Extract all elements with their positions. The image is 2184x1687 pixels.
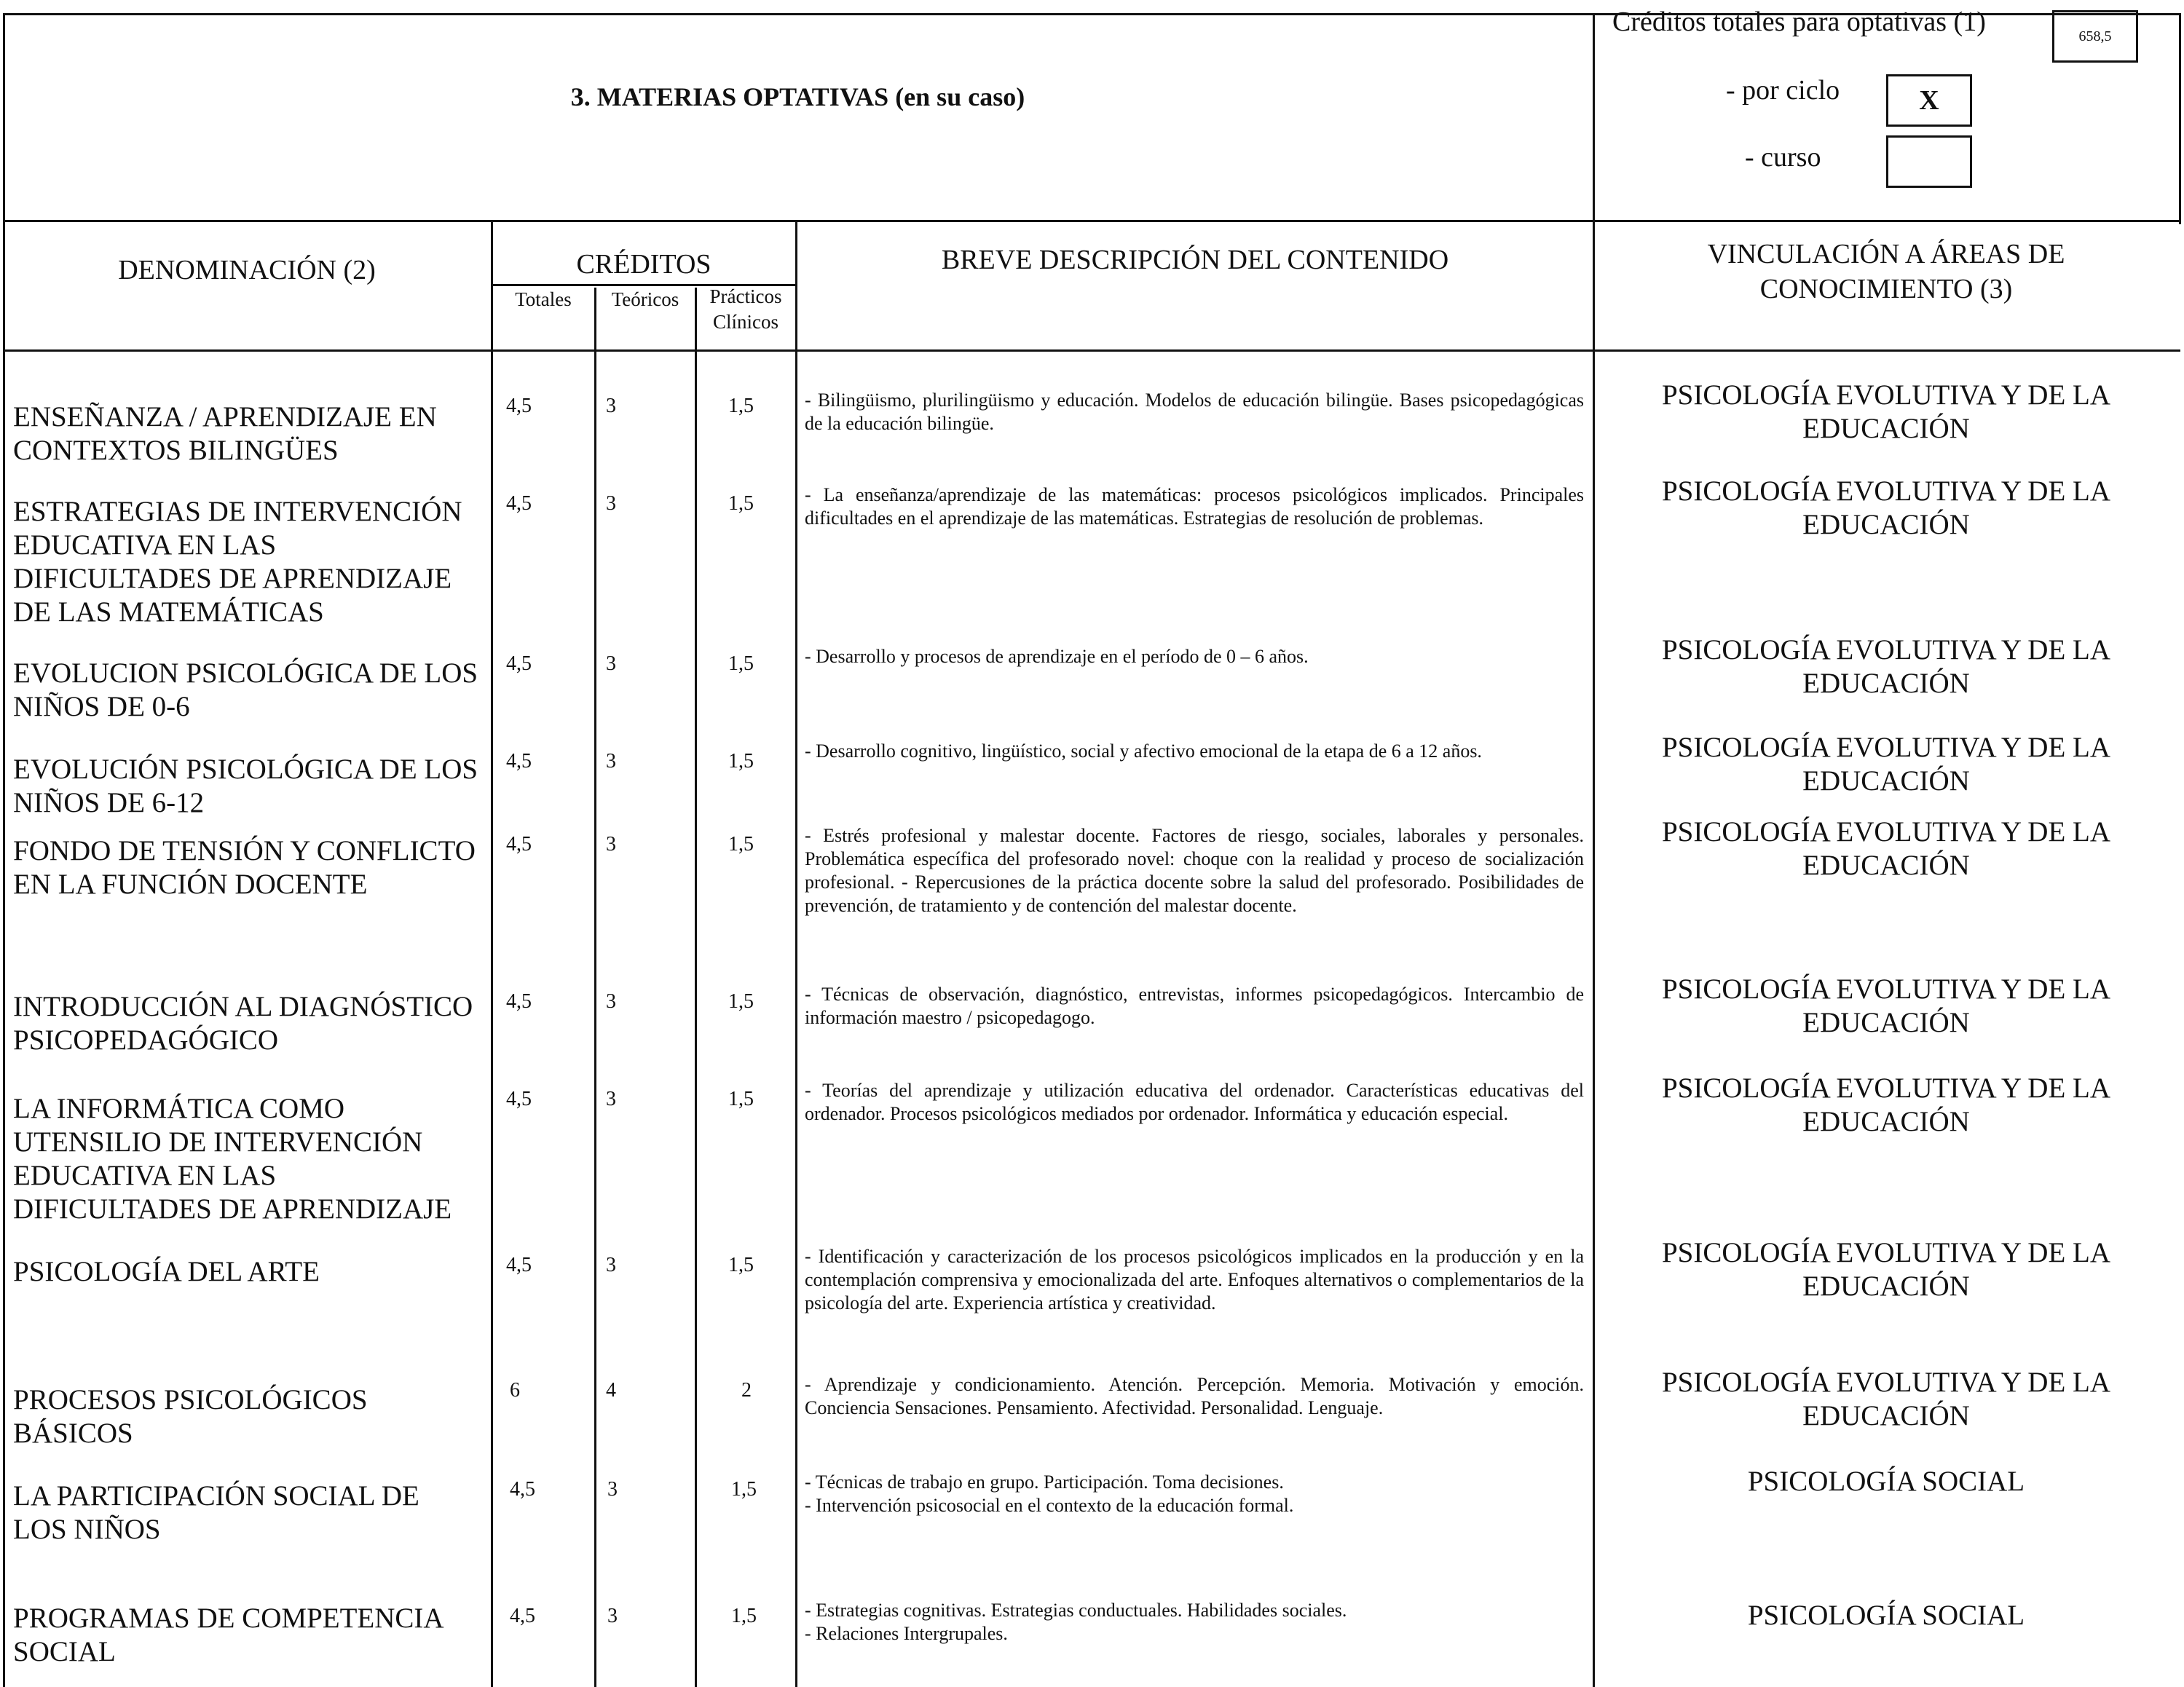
credits-total-label: Créditos totales para optativas (1) xyxy=(1612,7,1986,37)
row-name: PSICOLOGÍA DEL ARTE xyxy=(13,1256,320,1287)
row-teoricos: 4 xyxy=(606,1379,616,1402)
row-practicos: 1,5 xyxy=(728,990,754,1013)
row-description: - La enseñanza/aprendizaje de las matemáticas: procesos psicológicos implicados. Principales dificultades en el aprendizaje de las matemáticas. Estrategias de resolución de problemas. xyxy=(805,484,1584,529)
row-description: - Desarrollo cognitivo, lingüístico, social y afectivo emocional de la etapa de 6 a 12 años. xyxy=(805,740,1482,762)
row-area: PSICOLOGÍA EVOLUTIVA Y DE LA EDUCACIÓN xyxy=(1661,475,2111,540)
col-header-vinculacion: VINCULACIÓN A ÁREAS DE CONOCIMIENTO (3) xyxy=(1707,239,2065,304)
row-practicos: 1,5 xyxy=(728,750,754,773)
row-practicos: 1,5 xyxy=(731,1605,757,1627)
row-totales: 4,5 xyxy=(506,1088,532,1110)
row-totales: 4,5 xyxy=(506,492,532,515)
row-totales: 4,5 xyxy=(506,750,532,773)
row-description: - Estrés profesional y malestar docente. Factores de riesgo, sociales, laborales y personales. Problemática específica del profesorado novel: choque con la realidad y proceso de socialización profesional. - Repercusiones de la práctica docente sobre la salud del profesorado. Posibilidades de prevención, de tratamiento y de contención del malestar docente. xyxy=(805,825,1584,916)
credits-total-value: 658,5 xyxy=(2078,28,2112,44)
row-name: EVOLUCIÓN PSICOLÓGICA DE LOS NIÑOS DE 6-12 xyxy=(13,754,478,818)
col-header-teoricos: Teóricos xyxy=(611,288,679,310)
row-area: PSICOLOGÍA SOCIAL xyxy=(1747,1466,2025,1497)
col-sep-denominacion xyxy=(491,220,493,1687)
row-practicos: 1,5 xyxy=(728,1254,754,1276)
col-header-practicos: Prácticos Clínicos xyxy=(709,285,782,333)
per-cycle-label: - por ciclo xyxy=(1726,75,1840,106)
row-name: EVOLUCION PSICOLÓGICA DE LOS NIÑOS DE 0-6 xyxy=(13,657,478,722)
row-name: ENSEÑANZA / APRENDIZAJE EN CONTEXTOS BILINGÜES xyxy=(13,401,437,466)
row-area: PSICOLOGÍA EVOLUTIVA Y DE LA EDUCACIÓN xyxy=(1661,1237,2111,1302)
row-teoricos: 3 xyxy=(606,1254,616,1276)
row-name: PROGRAMAS DE COMPETENCIA SOCIAL xyxy=(13,1603,443,1667)
row-teoricos: 3 xyxy=(606,652,616,675)
row-description: - Técnicas de observación, diagnóstico, entrevistas, informes psicopedagógicos. Intercambio de información maestro / psicopedagogo. xyxy=(805,984,1584,1028)
row-teoricos: 3 xyxy=(607,1478,618,1501)
row-totales: 4,5 xyxy=(506,990,532,1013)
row-teoricos: 3 xyxy=(606,990,616,1013)
row-totales: 4,5 xyxy=(506,1254,532,1276)
col-sep-teoricos xyxy=(695,288,697,1687)
row-practicos: 1,5 xyxy=(728,1088,754,1110)
col-sep-practicos xyxy=(795,220,797,1687)
col-sep-descripcion xyxy=(1593,13,1595,1687)
row-totales: 4,5 xyxy=(506,395,532,417)
row-totales: 4,5 xyxy=(510,1605,535,1627)
column-header-divider xyxy=(3,349,2180,352)
col-header-descripcion: BREVE DESCRIPCIÓN DEL CONTENIDO xyxy=(941,245,1449,275)
row-practicos: 1,5 xyxy=(731,1478,757,1501)
right-border-top xyxy=(2179,13,2181,224)
row-area: PSICOLOGÍA SOCIAL xyxy=(1747,1600,2025,1631)
row-area: PSICOLOGÍA EVOLUTIVA Y DE LA EDUCACIÓN xyxy=(1661,379,2111,444)
per-course-label: - curso xyxy=(1745,142,1821,173)
credits-total-value-box xyxy=(2052,10,2138,63)
row-practicos: 1,5 xyxy=(728,833,754,856)
row-name: PROCESOS PSICOLÓGICOS BÁSICOS xyxy=(13,1384,368,1449)
row-description: - Desarrollo y procesos de aprendizaje en el período de 0 – 6 años. xyxy=(805,646,1309,667)
row-area: PSICOLOGÍA EVOLUTIVA Y DE LA EDUCACIÓN xyxy=(1661,973,2111,1038)
row-teoricos: 3 xyxy=(606,1088,616,1110)
row-description: - Bilingüismo, plurilingüismo y educación. Modelos de educación bilingüe. Bases psicopedagógicas de la educación bilingüe. xyxy=(805,390,1584,434)
section-title: 3. MATERIAS OPTATIVAS (en su caso) xyxy=(570,82,1025,111)
row-teoricos: 3 xyxy=(606,492,616,515)
row-practicos: 1,5 xyxy=(728,395,754,417)
row-practicos: 1,5 xyxy=(728,652,754,675)
col-sep-totales xyxy=(594,288,596,1687)
row-totales: 4,5 xyxy=(510,1478,535,1501)
row-description: - Aprendizaje y condicionamiento. Atención. Percepción. Memoria. Motivación y emoción. Conciencia Sensaciones. Pensamiento. Afectividad. Personalidad. Lenguaje. xyxy=(805,1374,1584,1418)
row-totales: 6 xyxy=(510,1379,520,1402)
row-practicos: 2 xyxy=(741,1379,752,1402)
row-name: ESTRATEGIAS DE INTERVENCIÓN EDUCATIVA EN LAS DIFICULTADES DE APRENDIZAJE DE LAS MATEMÁTICAS xyxy=(13,496,462,628)
row-teoricos: 3 xyxy=(607,1605,618,1627)
row-teoricos: 3 xyxy=(606,833,616,856)
row-description: - Estrategias cognitivas. Estrategias conductuales. Habilidades sociales. - Relaciones Intergrupales. xyxy=(805,1600,1347,1644)
row-totales: 4,5 xyxy=(506,652,532,675)
col-header-denominacion: DENOMINACIÓN (2) xyxy=(118,255,376,285)
row-name: FONDO DE TENSIÓN Y CONFLICTO EN LA FUNCIÓN DOCENTE xyxy=(13,835,476,900)
per-course-checkbox[interactable] xyxy=(1886,135,1972,188)
header-divider xyxy=(3,220,2180,222)
row-teoricos: 3 xyxy=(606,750,616,773)
row-area: PSICOLOGÍA EVOLUTIVA Y DE LA EDUCACIÓN xyxy=(1661,732,2111,797)
row-description: - Teorías del aprendizaje y utilización educativa del ordenador. Características educativas del ordenador. Procesos psicológicos mediados por ordenador. Informática y educación especial. xyxy=(805,1080,1584,1124)
row-description: - Identificación y caracterización de los procesos psicológicos implicados en la producción y en la contemplación comprensiva y emocionalizada del arte. Enfoques alternativos o complementarios de la psicología del arte. Experiencia artística y creatividad. xyxy=(805,1246,1584,1313)
col-header-totales: Totales xyxy=(515,288,572,310)
row-area: PSICOLOGÍA EVOLUTIVA Y DE LA EDUCACIÓN xyxy=(1661,1072,2111,1137)
per-cycle-mark: X xyxy=(1919,85,1939,116)
row-name: LA PARTICIPACIÓN SOCIAL DE LOS NIÑOS xyxy=(13,1480,419,1545)
row-teoricos: 3 xyxy=(606,395,616,417)
row-name: LA INFORMÁTICA COMO UTENSILIO DE INTERVENCIÓN EDUCATIVA EN LAS DIFICULTADES DE APRENDIZAJE xyxy=(13,1093,452,1225)
row-area: PSICOLOGÍA EVOLUTIVA Y DE LA EDUCACIÓN xyxy=(1661,634,2111,699)
col-header-creditos: CRÉDITOS xyxy=(576,249,711,280)
row-area: PSICOLOGÍA EVOLUTIVA Y DE LA EDUCACIÓN xyxy=(1661,1367,2111,1431)
row-area: PSICOLOGÍA EVOLUTIVA Y DE LA EDUCACIÓN xyxy=(1661,816,2111,881)
row-practicos: 1,5 xyxy=(728,492,754,515)
row-description: - Técnicas de trabajo en grupo. Participación. Toma decisiones. - Intervención psicosocial en el contexto de la educación formal. xyxy=(805,1471,1294,1516)
per-cycle-checkbox[interactable] xyxy=(1886,74,1972,127)
row-totales: 4,5 xyxy=(506,833,532,856)
row-name: INTRODUCCIÓN AL DIAGNÓSTICO PSICOPEDAGÓGICO xyxy=(13,991,473,1056)
